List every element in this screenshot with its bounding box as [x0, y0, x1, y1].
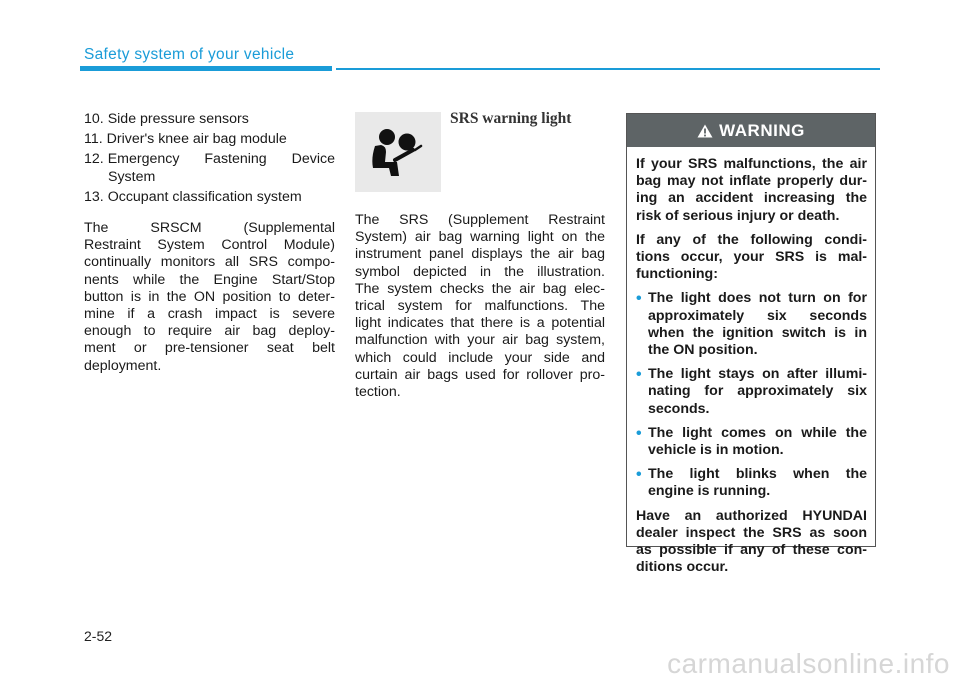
bullet-dot: • — [636, 366, 642, 384]
text-line: ditions occur. — [636, 559, 729, 576]
section-title: Safety system of your vehicle — [84, 46, 295, 63]
text-line: deployment. — [84, 357, 162, 374]
text-line: as possible if any of these con- — [636, 542, 867, 559]
srs-warning-light-heading: SRS warning light — [450, 110, 572, 127]
text-line: The system checks the air bag elec- — [355, 280, 605, 297]
text-line: The SRS (Supplement Restraint — [355, 212, 605, 228]
header-rule-thin — [336, 68, 880, 70]
text-line: the ON position. — [648, 342, 758, 359]
text-line: approximately six seconds — [648, 307, 867, 324]
text-line: The light comes on while the — [648, 424, 867, 441]
list-text-continued: System — [108, 168, 156, 185]
warning-box — [626, 113, 876, 576]
list-item — [84, 111, 335, 128]
text-line: If your SRS malfunctions, the air — [636, 156, 867, 172]
warning-body — [627, 147, 875, 576]
text-line: trical system for malfunctions. The — [355, 298, 605, 315]
text-line: nents while the Engine Start/Stop — [84, 271, 335, 288]
bullet-dot: • — [636, 290, 642, 308]
airbag-warning-icon-box — [355, 112, 441, 192]
text-line: symbol depicted in the illustration. — [355, 263, 605, 280]
text-line: button is in the ON position to deter- — [84, 288, 335, 305]
text-line: The light stays on after illumi- — [648, 366, 867, 383]
text-line: continually monitors all SRS compo- — [84, 254, 335, 271]
warning-title: WARNING — [719, 120, 805, 140]
text-line: bag may not inflate properly dur- — [636, 173, 867, 190]
text-line: Have an authorized HYUNDAI — [636, 507, 867, 524]
bullet-dot: • — [636, 466, 642, 484]
srscm-paragraph — [84, 220, 335, 375]
text-line: risk of serious injury or death. — [636, 207, 840, 224]
warning-bullet — [636, 425, 867, 459]
text-line: tection. — [355, 384, 401, 401]
text-line: ment or pre-tensioner seat belt — [84, 340, 335, 357]
list-text: Occupant classification system — [107, 188, 302, 205]
left-column — [84, 111, 335, 375]
text-line: malfunction with your air bag system, — [355, 332, 605, 349]
text-line: The light blinks when the — [648, 466, 867, 483]
text-line: functioning: — [636, 266, 718, 283]
text-line: instrument panel displays the air bag — [355, 246, 605, 263]
text-line: seconds. — [648, 400, 710, 417]
text-line: tions occur, your SRS is mal- — [636, 249, 867, 266]
text-line: The light does not turn on for — [648, 290, 867, 307]
list-number: 13. — [84, 188, 104, 205]
warning-bullet — [636, 466, 867, 500]
list-text: Side pressure sensors — [107, 111, 249, 127]
warning-paragraph — [636, 156, 867, 225]
srs-paragraph — [355, 212, 605, 401]
warning-bullet — [636, 290, 867, 359]
text-line: vehicle is in motion. — [648, 442, 784, 459]
text-line: curtain air bags used for rollover pro- — [355, 366, 605, 383]
text-line: enough to require air bag deploy- — [84, 323, 335, 340]
text-line: light indicates that there is a potential — [355, 315, 605, 332]
text-line: The SRSCM (Supplemental — [84, 220, 335, 237]
warning-header — [627, 114, 875, 147]
warning-paragraph — [636, 508, 867, 577]
warning-bullet — [636, 366, 867, 418]
list-item — [84, 189, 335, 206]
list-number: 10. — [84, 111, 104, 127]
airbag-warning-icon — [355, 112, 441, 192]
text-line: nating for approximately six — [648, 383, 867, 400]
watermark: carmanualsonline.info — [667, 648, 950, 679]
page-number: 2-52 — [84, 628, 113, 644]
list-text: Driver's knee air bag module — [106, 131, 287, 148]
list-item — [84, 131, 335, 148]
text-line: System) air bag warning light on the — [355, 229, 605, 246]
list-number: 11. — [84, 131, 103, 148]
text-line: ing an accident increasing the — [636, 190, 867, 207]
text-line: when the ignition switch is in — [648, 324, 867, 341]
text-line: which could include your side and — [355, 349, 605, 366]
text-line: If any of the following condi- — [636, 231, 867, 248]
list-item — [84, 151, 335, 185]
warning-triangle-icon — [697, 124, 713, 138]
text-line: dealer inspect the SRS as soon — [636, 524, 867, 541]
bullet-dot: • — [636, 424, 642, 442]
list-number: 12. — [84, 151, 104, 168]
text-line: Restraint System Control Module) — [84, 237, 335, 254]
warning-paragraph — [636, 232, 867, 284]
header-rule-thick — [80, 66, 332, 71]
list-text: Emergency Fastening Device — [107, 151, 335, 168]
text-line: mine if a crash impact is severe — [84, 306, 335, 323]
text-line: engine is running. — [648, 483, 771, 500]
